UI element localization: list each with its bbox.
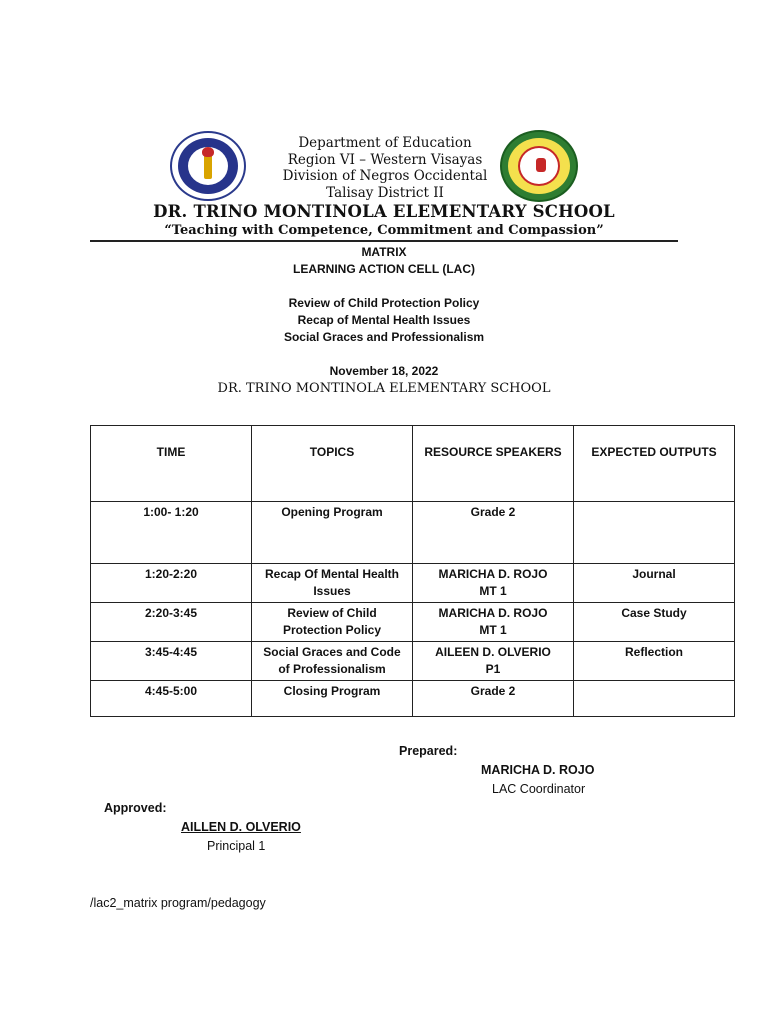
event-venue: DR. TRINO MONTINOLA ELEMENTARY SCHOOL: [217, 381, 551, 396]
seal-emblem: [536, 158, 546, 172]
prepared-label: Prepared:: [399, 744, 458, 758]
cell-time: 2:20-3:45: [91, 603, 252, 642]
cell-speaker: [413, 502, 574, 564]
table-header-row: [91, 426, 735, 502]
approved-title: Principal 1: [207, 839, 266, 853]
topic-line: Review of Child Protection Policy: [288, 296, 480, 310]
cell-time: 4:45-5:00: [91, 681, 252, 717]
cell-speaker: [413, 603, 574, 642]
topic-line: Social Graces and Professionalism: [283, 330, 485, 344]
cell-topic: Review of Child Protection Policy: [252, 603, 413, 642]
cell-output: Case Study: [574, 603, 735, 642]
agency-block: [250, 135, 520, 201]
title-block: [0, 244, 768, 398]
table-row: [91, 642, 735, 681]
school-name: DR. TRINO MONTINOLA ELEMENTARY SCHOOL: [153, 202, 615, 221]
matrix-title: MATRIX: [361, 245, 407, 259]
approved-label: Approved:: [104, 801, 167, 815]
cell-time: 1:20-2:20: [91, 564, 252, 603]
spacer: [0, 278, 768, 295]
speaker-name: MARICHA D. ROJO: [438, 606, 548, 620]
speaker-position: MT 1: [479, 584, 507, 598]
file-path-footer: /lac2_matrix program/pedagogy: [90, 896, 266, 910]
prepared-name: MARICHA D. ROJO: [481, 763, 595, 777]
event-date: November 18, 2022: [329, 364, 439, 378]
table-row: [91, 502, 735, 564]
column-header-speakers: RESOURCE SPEAKERS: [413, 426, 574, 502]
cell-topic: Opening Program: [252, 502, 413, 564]
table-row: [91, 564, 735, 603]
flame-icon: [202, 147, 214, 157]
cell-speaker: [413, 681, 574, 717]
column-header-outputs: EXPECTED OUTPUTS: [574, 426, 735, 502]
school-seal-icon: [500, 130, 578, 202]
approved-name: AILLEN D. OLVERIO: [181, 820, 301, 834]
speaker-name: AILEEN D. OLVERIO: [435, 645, 551, 659]
cell-output: [574, 502, 735, 564]
speaker-position: P1: [485, 662, 501, 676]
agency-line: Talisay District II: [326, 184, 444, 201]
cell-output: Reflection: [574, 642, 735, 681]
agency-line: Department of Education: [298, 135, 472, 151]
cell-speaker: [413, 642, 574, 681]
column-header-time: TIME: [91, 426, 252, 502]
speaker-name: Grade 2: [470, 684, 516, 698]
lac-title: LEARNING ACTION CELL (LAC): [293, 262, 475, 276]
cell-time: 1:00- 1:20: [91, 502, 252, 564]
speaker-name: MARICHA D. ROJO: [438, 567, 548, 581]
cell-time: 3:45-4:45: [91, 642, 252, 681]
cell-speaker: [413, 564, 574, 603]
column-header-topics: TOPICS: [252, 426, 413, 502]
agency-line: Region VI – Western Visayas: [287, 151, 483, 168]
cell-output: [574, 681, 735, 717]
cell-topic: Recap Of Mental Health Issues: [252, 564, 413, 603]
table-row: [91, 681, 735, 717]
lac-matrix-table: [90, 425, 735, 717]
header-divider: [90, 240, 678, 242]
agency-line: Division of Negros Occidental: [282, 168, 488, 184]
cell-topic: Social Graces and Code of Professionalism: [252, 642, 413, 681]
school-motto: “Teaching with Competence, Commitment and Compassion”: [164, 223, 604, 238]
prepared-title: LAC Coordinator: [492, 782, 586, 796]
topic-line: Recap of Mental Health Issues: [297, 313, 471, 327]
cell-topic: Closing Program: [252, 681, 413, 717]
speaker-position: MT 1: [479, 623, 507, 637]
deped-seal-icon: [170, 131, 246, 201]
speaker-name: Grade 2: [470, 505, 516, 519]
spacer: [0, 346, 768, 363]
cell-output: Journal: [574, 564, 735, 603]
letterhead: [0, 128, 768, 240]
table-row: [91, 603, 735, 642]
